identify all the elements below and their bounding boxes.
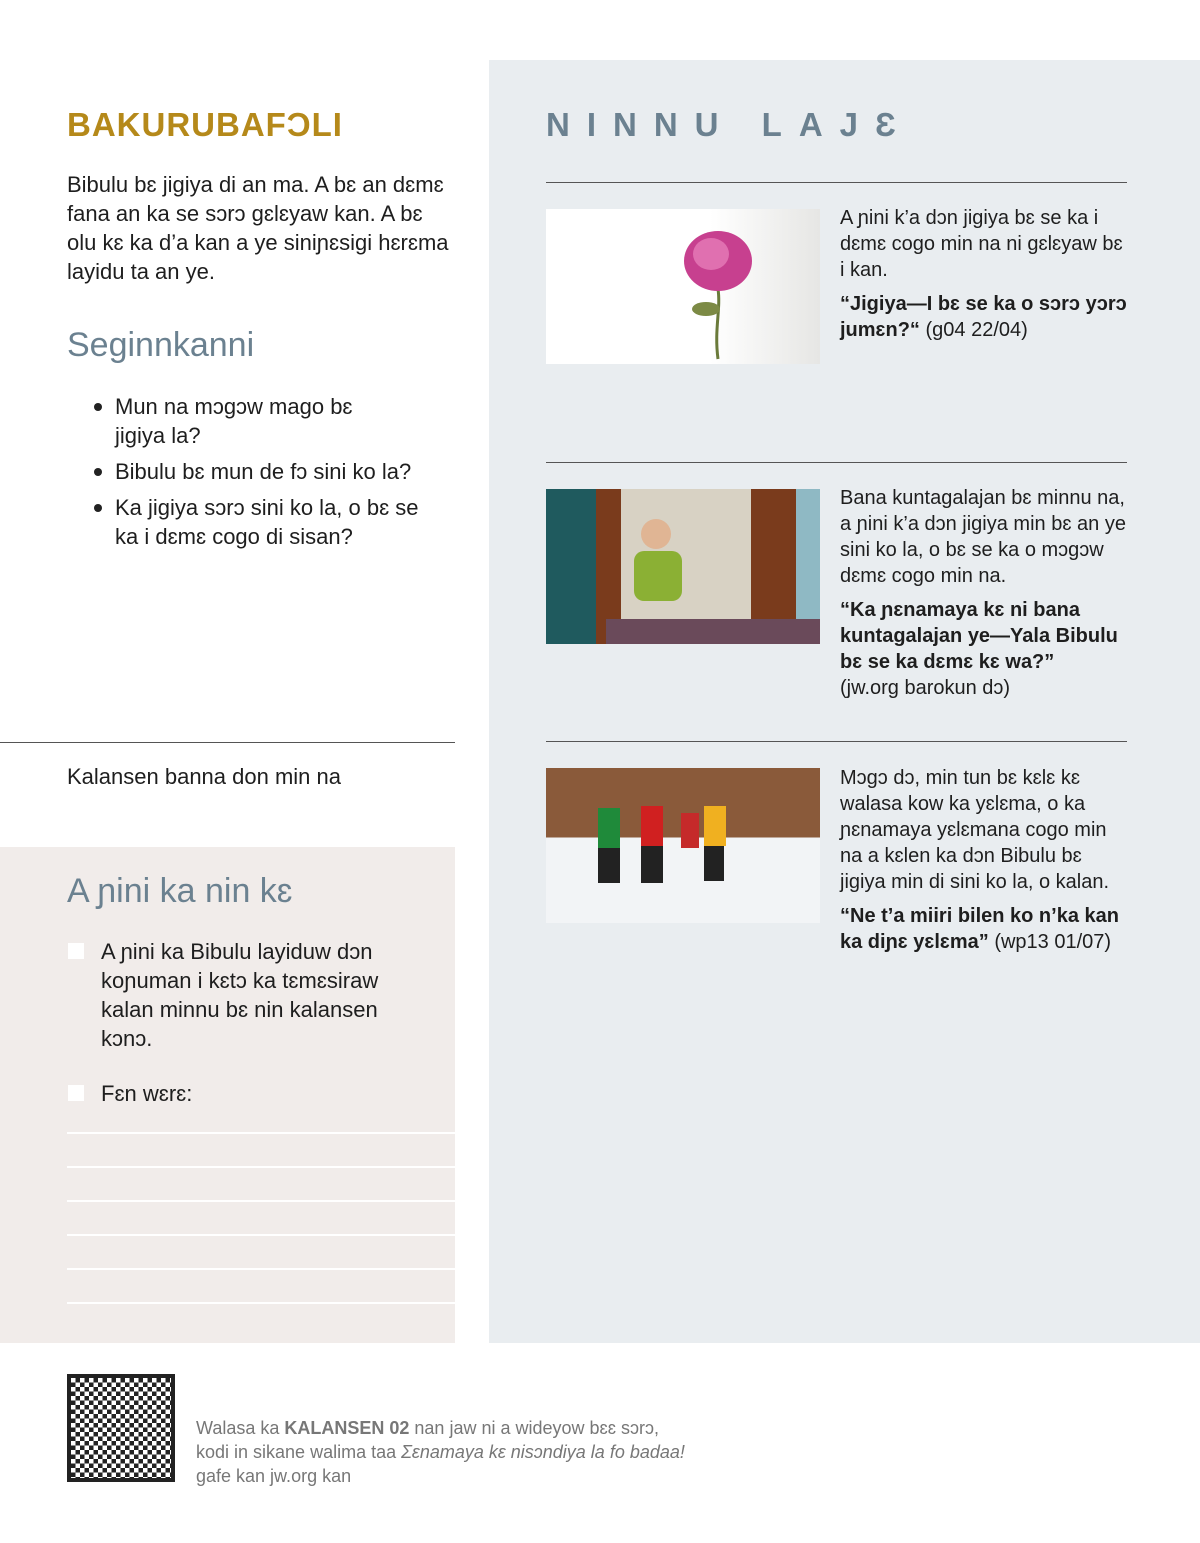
related-item xyxy=(840,485,1130,701)
divider xyxy=(546,741,1127,742)
write-line[interactable] xyxy=(67,1166,455,1168)
divider xyxy=(0,742,455,743)
man-in-wheelchair-image xyxy=(546,489,820,644)
next-lesson-label: Kalansen banna don min na xyxy=(67,764,341,789)
write-line[interactable] xyxy=(67,1302,455,1304)
question: Mun na mɔgɔw mago bɛ jigiya la? xyxy=(67,392,387,450)
goal-checkbox[interactable] xyxy=(68,943,84,959)
review-heading: Seginnkanni xyxy=(67,326,255,364)
related-heading: NINNU LAJƐ xyxy=(546,106,913,143)
write-line[interactable] xyxy=(67,1234,455,1236)
question: Bibulu bɛ mun de fɔ sini ko la? xyxy=(67,457,437,486)
article-source: (wp13 01/07) xyxy=(994,931,1112,953)
divider xyxy=(546,182,1127,183)
intro-text: Bibulu bɛ jigiya di an ma. A bɛ an dɛmɛ fana an ka se sɔrɔ gɛlɛyaw kan. A bɛ olu kɛ ka d’a kan a ye siniɲɛsigi hɛrɛma layidu ta an ye. xyxy=(67,172,449,284)
other-goal-label: Fɛn wɛrɛ: xyxy=(101,1081,193,1106)
book-title: Ʃɛnamaya kɛ nisɔndiya la fo badaa! xyxy=(401,1442,685,1462)
lesson-number: KALANSEN 02 xyxy=(284,1418,410,1438)
question: Ka jigiya sɔrɔ sini ko la, o bɛ se ka i dɛmɛ cogo di sisan? xyxy=(67,493,437,551)
review-questions xyxy=(67,392,437,558)
article-source: (jw.org barokun dɔ) xyxy=(840,677,1011,699)
qr-code[interactable] xyxy=(67,1374,175,1482)
article-source: (g04 22/04) xyxy=(925,319,1028,341)
footer-text-part: Walasa ka xyxy=(196,1418,285,1438)
article-title[interactable]: “Ne t’a miiri bilen ko n’ka kan ka diɲɛ yɛlɛma” xyxy=(840,905,1119,953)
other-checkbox[interactable] xyxy=(68,1085,84,1101)
divider xyxy=(546,462,1127,463)
page-title: BAKURUBAFƆLI xyxy=(67,106,343,143)
footer-text xyxy=(196,1416,685,1488)
goal-text: A ɲini ka Bibulu layiduw dɔn koɲuman i kɛtɔ ka tɛmɛsiraw kalan minnu bɛ nin kalansen kɔnɔ. xyxy=(101,939,379,1051)
goal-heading: A ɲini ka nin kɛ xyxy=(67,872,293,910)
article-title[interactable]: “Jigiya—I bɛ se ka o sɔrɔ yɔrɔ jumɛn?“ xyxy=(840,293,1127,341)
write-line[interactable] xyxy=(67,1132,455,1134)
item-text: A ɲini k’a dɔn jigiya bɛ se ka i dɛmɛ cogo min na ni gɛlɛyaw bɛ i kan. xyxy=(840,207,1123,281)
family-walking-in-snow-image xyxy=(546,768,820,923)
footer-text-part: kodi in sikane walima taa xyxy=(196,1442,402,1462)
write-line[interactable] xyxy=(67,1200,455,1202)
item-text: Mɔgɔ dɔ, min tun bɛ kɛlɛ kɛ walasa kow ka yɛlɛma, o ka ɲɛnamaya yɛlɛmana cogo min na a kɛlen ka dɔn Bibulu bɛ jigiya min di sini ko la, o kalan. xyxy=(840,767,1110,893)
article-title[interactable]: “Ka ɲɛnamaya kɛ ni bana kuntagalajan ye—Yala Bibulu bɛ se ka dɛmɛ kɛ wa?” xyxy=(840,599,1118,673)
related-item xyxy=(840,765,1130,955)
related-item xyxy=(840,205,1130,343)
footer-text-part: nan jaw ni a wideyow bɛɛ sɔrɔ, xyxy=(409,1418,660,1438)
pink-flower-image xyxy=(546,209,820,364)
footer-text-part: gafe kan jw.org kan xyxy=(196,1466,352,1486)
write-line[interactable] xyxy=(67,1268,455,1270)
item-text: Bana kuntagalajan bɛ minnu na, a ɲini k’a dɔn jigiya min bɛ an ye sini ko la, o bɛ se ka o mɔgɔw dɛmɛ cogo min na. xyxy=(840,487,1126,587)
